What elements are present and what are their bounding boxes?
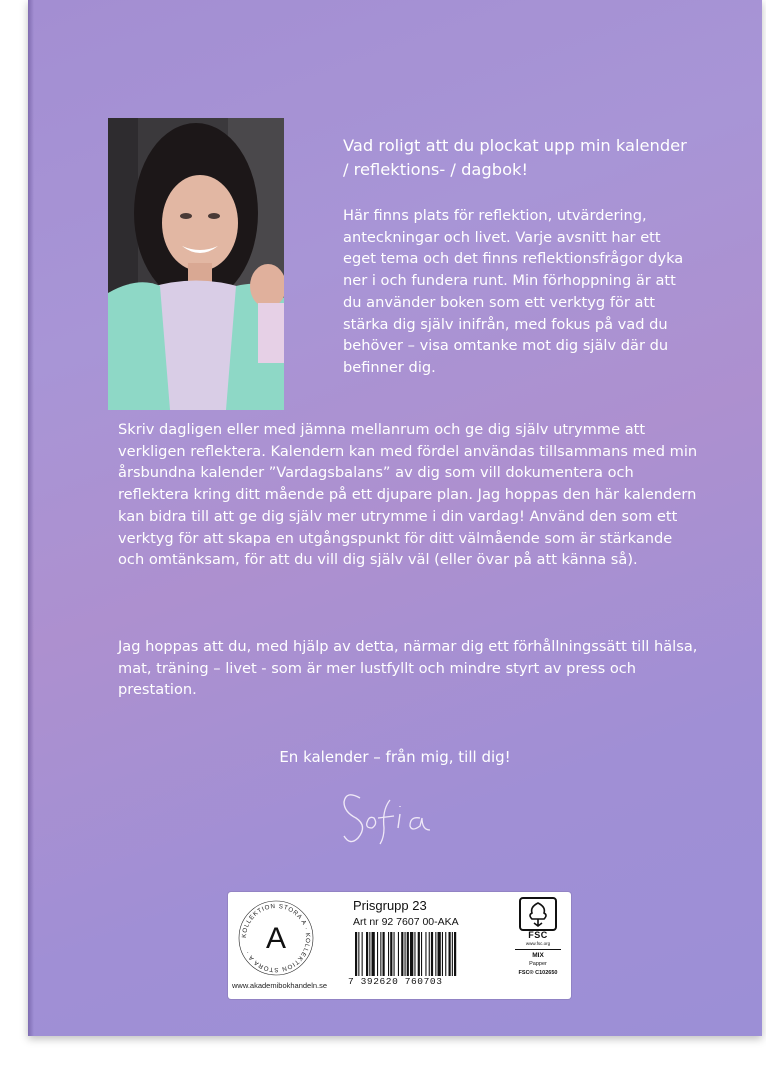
barcode-bar (442, 932, 443, 976)
barcode (353, 932, 501, 976)
barcode-bar (438, 932, 441, 976)
barcode-bar (390, 932, 392, 976)
barcode-bar (394, 932, 395, 976)
barcode-bar (421, 932, 422, 976)
body-paragraph-1: Skriv dagligen eller med jämna mellanrum och ge dig själv utrymme att verkligen reflektera. Kalendern kan med fördel användas tillsammans med min årsbundna kalender ”Vardagsbalans” av dig som vill dokumentera och reflektera kring ditt mående på ett djupare plan. Jag hoppas den här kalendern kan bidra till att ge dig själv mer utrymme i din vardag! Använd den som ett verktyg för att skapa en utgångspunkt för ditt välmående som är stärkande och omtänksam, för att du vill dig själv väl (eller övar på att känna så). (118, 421, 698, 569)
fsc-mix: MIX (532, 952, 544, 959)
barcode-bar (366, 932, 368, 976)
barcode-bar (414, 932, 415, 976)
barcode-bar (445, 932, 446, 976)
barcode-bar (405, 932, 406, 976)
author-photo (108, 118, 284, 410)
barcode-bar (410, 932, 413, 976)
barcode-bar (425, 932, 426, 976)
price-group: Prisgrupp 23 (353, 898, 427, 913)
barcode-bar (435, 932, 436, 976)
barcode-bar (407, 932, 409, 976)
barcode-bar (372, 932, 375, 976)
barcode-number: 7 392620 760703 (348, 976, 443, 987)
fsc-divider (515, 949, 561, 950)
barcode-bar (377, 932, 378, 976)
barcode-bar (355, 932, 357, 976)
barcode-bar (362, 932, 363, 976)
barcode-bar (388, 932, 389, 976)
author-photo-illustration (108, 118, 284, 410)
intro-heading: Vad roligt att du plockat upp min kalender / reflektions- / dagbok! (343, 136, 687, 179)
barcode-bar (380, 932, 381, 976)
kollektion-stora-a-seal (236, 898, 316, 978)
barcode-bar (401, 932, 403, 976)
fsc-word: FSC (528, 930, 548, 940)
seal-ring-text: KOLLEKTION STORA A · KOLLEKTION STORA A · (240, 902, 312, 974)
fsc-tree-icon (518, 897, 558, 931)
barcode-bar (383, 932, 385, 976)
barcode-bar (358, 932, 359, 976)
barcode-bar (431, 932, 433, 976)
barcode-bar (449, 932, 451, 976)
barcode-bar (429, 932, 430, 976)
fsc-url: www.fsc.org (525, 941, 551, 946)
fsc-badge (511, 897, 565, 993)
book-back-cover (28, 0, 762, 1036)
seal-letter: A (265, 922, 287, 955)
barcode-bar (369, 932, 370, 976)
signature (338, 780, 448, 850)
fsc-material: Papper (529, 961, 547, 967)
price-label (228, 892, 571, 999)
barcode-bar (398, 932, 399, 976)
fsc-code: FSC® C102650 (518, 970, 558, 976)
closing-line: En kalender – från mig, till dig! (279, 748, 511, 766)
barcode-bar (418, 932, 420, 976)
barcode-bar (454, 932, 456, 976)
spine-shadow (28, 0, 34, 1036)
article-number: Art nr 92 7607 00-AKA (353, 916, 459, 928)
intro-paragraph: Här finns plats för reflektion, utvärdering, anteckningar och livet. Varje avsnitt har ett eget tema och det finns reflektionsfrågor dyka ner i och fundera runt. Min förhoppning är att du använder boken som ett verktyg för att stärka dig själv inifrån, med fokus på vad du behöver – visa omtanke mot dig själv där du befinner dig. (343, 207, 684, 376)
barcode-bar (452, 932, 453, 976)
body-paragraph-2: Jag hoppas att du, med hjälp av detta, närmar dig ett förhållningssätt till hälsa, mat, träning – livet - som är mer lustfyllt och mindre styrt av press och prestation. (118, 638, 698, 699)
website-text: www.akademibokhandeln.se (232, 981, 328, 990)
